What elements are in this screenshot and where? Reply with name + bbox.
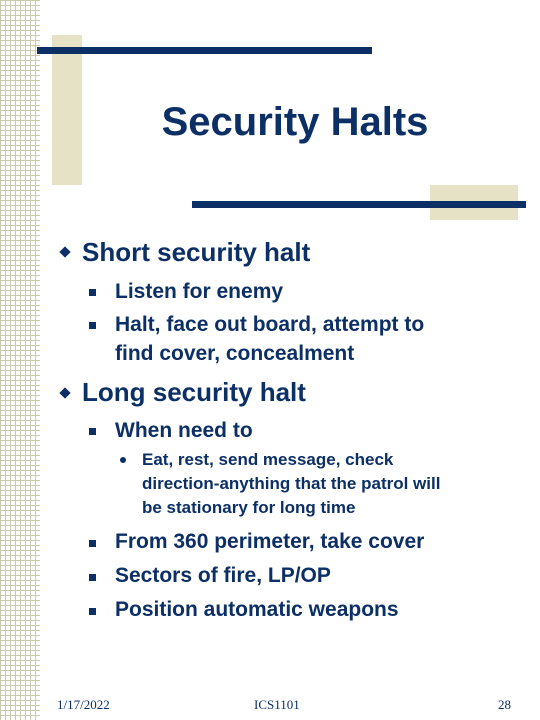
bullet-sectors-of-fire: Sectors of fire, LP/OP bbox=[115, 564, 331, 587]
bullet-360-perimeter: From 360 perimeter, take cover bbox=[115, 530, 425, 553]
footer-page-number: 28 bbox=[498, 697, 511, 712]
bullet-halt-face-line2: find cover, concealment bbox=[115, 342, 355, 365]
square-bullet-icon bbox=[89, 540, 96, 547]
square-bullet-icon bbox=[89, 574, 96, 581]
slide-title: Security Halts bbox=[161, 100, 429, 144]
footer-date: 1/17/2022 bbox=[57, 697, 110, 712]
bullet-halt-face-line1: Halt, face out board, attempt to bbox=[115, 313, 425, 336]
bullet-listen-for-enemy: Listen for enemy bbox=[115, 280, 284, 303]
dot-bullet-icon bbox=[120, 457, 126, 463]
bullet-short-security-halt: Short security halt bbox=[82, 237, 311, 267]
footer-course-code: ICS1101 bbox=[254, 697, 300, 712]
square-bullet-icon bbox=[89, 428, 96, 435]
grid-pattern-strip bbox=[0, 0, 40, 720]
decor-navy-bar-bottom bbox=[192, 201, 526, 208]
bullet-long-security-halt: Long security halt bbox=[82, 377, 306, 407]
bullet-eat-line1: Eat, rest, send message, check bbox=[142, 450, 394, 469]
square-bullet-icon bbox=[89, 608, 96, 615]
diamond-bullet-icon bbox=[59, 387, 70, 398]
bullet-eat-line3: be stationary for long time bbox=[142, 498, 356, 517]
square-bullet-icon bbox=[89, 322, 96, 329]
square-bullet-icon bbox=[89, 289, 96, 296]
bullet-when-need-to: When need to bbox=[115, 419, 253, 442]
diamond-bullet-icon bbox=[59, 246, 70, 257]
bullet-eat-line2: direction-anything that the patrol will bbox=[142, 474, 441, 493]
bullet-position-weapons: Position automatic weapons bbox=[115, 598, 399, 621]
decor-navy-bar-top bbox=[37, 47, 372, 54]
